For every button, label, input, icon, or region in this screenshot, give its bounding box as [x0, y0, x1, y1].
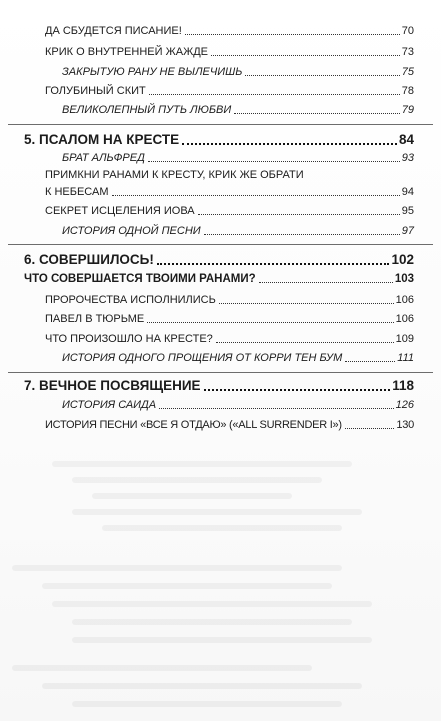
chapter-heading	[24, 132, 414, 148]
toc-entry-title: К НЕБЕСАМ	[45, 186, 109, 198]
chapter-title: 7. ВЕЧНОЕ ПОСВЯЩЕНИЕ	[24, 378, 201, 393]
toc-entry-title: ИСТОРИЯ ПЕСНИ «ВСЕ Я ОТДАЮ» («ALL SURRENDER I»)	[45, 419, 342, 431]
toc-entry-page: 126	[395, 399, 414, 411]
toc-entry-title: ЧТО СОВЕРШАЕТСЯ ТВОИМИ РАНАМИ?	[24, 273, 256, 285]
dot-leader	[204, 234, 400, 235]
toc-entry	[62, 399, 414, 412]
toc-entry-page: 70	[401, 25, 414, 37]
section-divider	[8, 124, 433, 125]
chapter-title: 6. СОВЕРШИЛОСЬ!	[24, 252, 154, 267]
toc-entry-title: БРАТ АЛЬФРЕД	[62, 152, 145, 164]
toc-entry-page: 75	[401, 66, 414, 78]
dot-leader	[157, 263, 390, 265]
toc-entry	[62, 104, 414, 117]
toc-entry	[45, 85, 414, 98]
dot-leader	[182, 143, 397, 145]
toc-entry	[62, 225, 414, 238]
toc-entry-title: ЧТО ПРОИЗОШЛО НА КРЕСТЕ?	[45, 333, 213, 345]
toc-entry-title: ВЕЛИКОЛЕПНЫЙ ПУТЬ ЛЮБВИ	[62, 104, 232, 116]
toc-entry-title: ПАВЕЛ В ТЮРЬМЕ	[45, 313, 145, 325]
toc-entry-page: 109	[395, 333, 414, 345]
chapter-page: 118	[392, 378, 414, 393]
section-divider	[8, 244, 433, 245]
toc-entry-page: 106	[395, 313, 414, 325]
toc-entry-page: 73	[401, 46, 414, 58]
toc-entry-page: 78	[401, 85, 414, 97]
dot-leader	[219, 303, 394, 304]
toc-entry-title: ИСТОРИЯ САИДА	[62, 399, 157, 411]
dot-leader	[149, 94, 400, 95]
dot-leader	[159, 408, 394, 409]
dot-leader	[234, 113, 400, 114]
toc-entry-page: 106	[395, 294, 414, 306]
chapter-heading	[24, 252, 414, 268]
toc-entry	[45, 313, 414, 326]
toc-entry-page: 79	[401, 104, 414, 116]
toc-entry	[45, 333, 414, 346]
dot-leader	[216, 342, 394, 343]
toc-entry-title: ПРОРОЧЕСТВА ИСПОЛНИЛИСЬ	[45, 294, 216, 306]
toc-entry	[62, 352, 414, 365]
toc-entry	[45, 186, 414, 199]
toc-entry-page: 95	[401, 205, 414, 217]
toc-entry-title: ДА СБУДЕТСЯ ПИСАНИЕ!	[45, 25, 182, 37]
toc-entry-page: 93	[401, 152, 414, 164]
toc-entry-page: 130	[396, 419, 414, 431]
toc-entry	[62, 66, 414, 79]
toc-entry-title: ИСТОРИЯ ОДНОГО ПРОЩЕНИЯ ОТ КОРРИ ТЕН БУМ	[62, 352, 343, 364]
section-divider	[8, 372, 433, 373]
dot-leader	[112, 195, 400, 196]
toc-entry-page: 94	[401, 186, 414, 198]
toc-entry-title: ИСТОРИЯ ОДНОЙ ПЕСНИ	[62, 225, 201, 237]
toc-entry-title: ЗАКРЫТУЮ РАНУ НЕ ВЫЛЕЧИШЬ	[62, 66, 243, 78]
dot-leader	[185, 34, 400, 35]
toc-entry-title: СЕКРЕТ ИСЦЕЛЕНИЯ ИОВА	[45, 205, 195, 217]
toc-entry	[45, 25, 414, 38]
toc-entry-title: ГОЛУБИНЫЙ СКИТ	[45, 85, 146, 97]
dot-leader	[345, 428, 395, 429]
dot-leader	[259, 282, 393, 283]
chapter-page: 102	[391, 252, 414, 267]
toc-entry-line: ПРИМКНИ РАНАМИ К КРЕСТУ, КРИК ЖЕ ОБРАТИ	[45, 169, 304, 181]
toc-subheading	[24, 273, 414, 286]
toc-entry	[45, 419, 414, 432]
toc-entry	[45, 205, 414, 218]
chapter-heading	[24, 378, 414, 394]
chapter-page: 84	[398, 132, 414, 147]
toc-entry	[45, 46, 414, 59]
toc-entry-title: КРИК О ВНУТРЕННЕЙ ЖАЖДЕ	[45, 46, 209, 58]
show-through-text	[12, 455, 429, 721]
chapter-title: 5. ПСАЛОМ НА КРЕСТЕ	[24, 132, 180, 147]
toc-entry	[45, 294, 414, 307]
dot-leader	[148, 161, 400, 162]
dot-leader	[204, 389, 391, 391]
toc-entry-page: 97	[401, 225, 414, 237]
dot-leader	[345, 361, 395, 362]
dot-leader	[211, 55, 400, 56]
toc-entry-page: 103	[394, 273, 414, 285]
dot-leader	[198, 214, 400, 215]
toc-entry	[62, 152, 414, 165]
dot-leader	[245, 75, 399, 76]
dot-leader	[147, 322, 393, 323]
toc-entry-page: 111	[397, 352, 414, 364]
